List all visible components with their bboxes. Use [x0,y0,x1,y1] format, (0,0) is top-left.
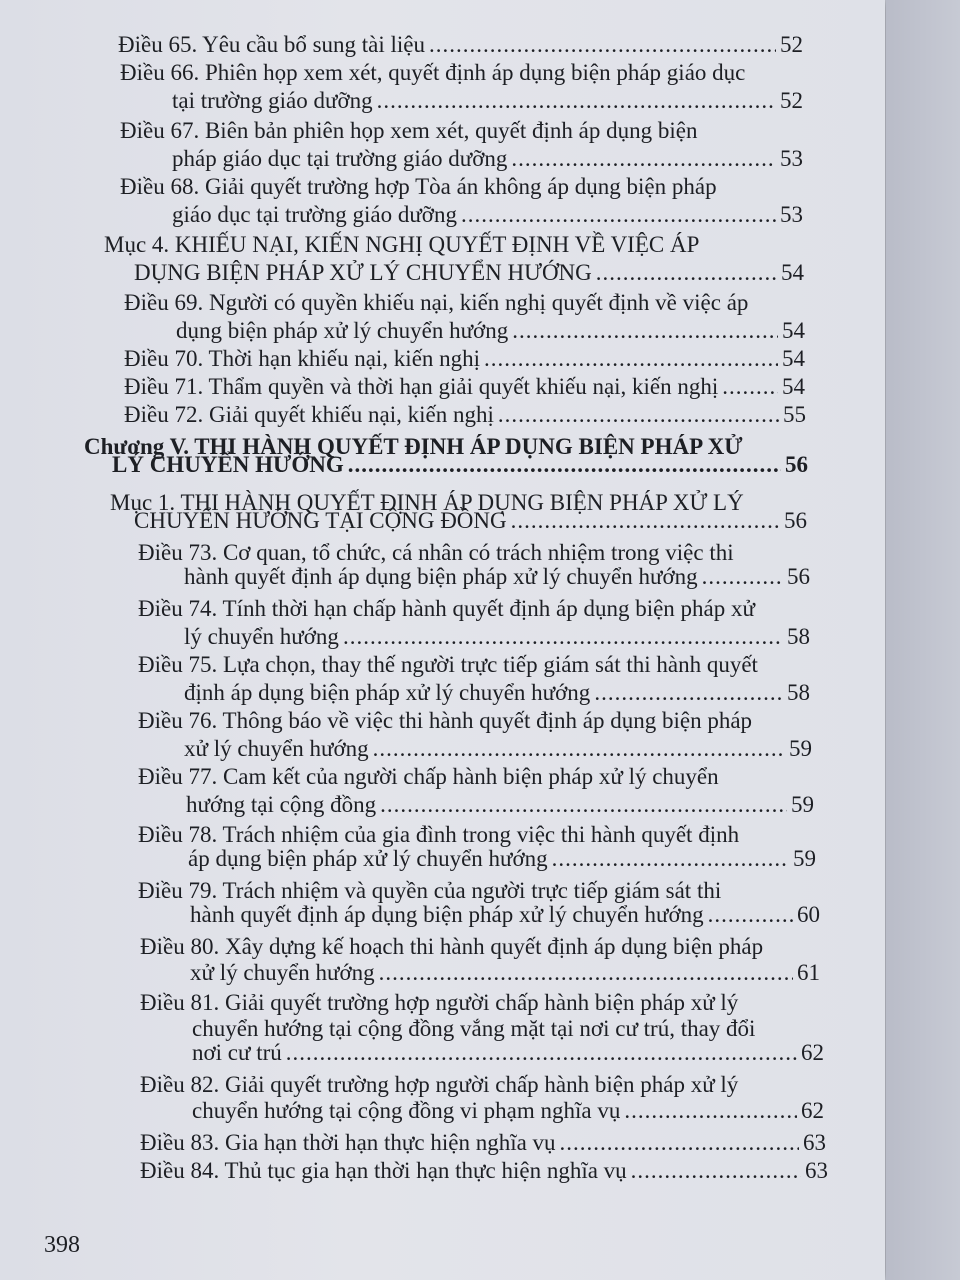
toc-entry: Điều 76. Thông báo về việc thi hành quyết định áp dụng biện pháp [138,708,753,733]
toc-section: Mục 4. KHIẾU NẠI, KIẾN NGHỊ QUYẾT ĐỊNH VỀ VIỆC ÁP [104,232,700,257]
facing-page-edge [886,0,960,1280]
toc-entry: hành quyết định áp dụng biện pháp xử lý chuyển hướng ..... 60 [190,902,820,932]
toc-entry: định áp dụng biện pháp xử lý chuyển hướng ..... 58 [184,680,810,710]
toc-entry: chuyển hướng tại cộng đồng vắng mặt tại nơi cư trú, thay đổi [192,1016,756,1041]
toc-entry: Điều 78. Trách nhiệm của gia đình trong việc thi hành quyết định [138,822,740,847]
toc-section: Mục 1. THI HÀNH QUYẾT ĐỊNH ÁP DỤNG BIỆN PHÁP XỬ LÝ [110,490,744,515]
toc-entry: Điều 69. Người có quyền khiếu nại, kiến nghị quyết định về việc áp [124,290,749,315]
toc-entry: Điều 77. Cam kết của người chấp hành biện pháp xử lý chuyển [138,764,719,789]
toc-entry: Điều 71. Thẩm quyền và thời hạn giải quyết khiếu nại, kiến nghị ..... 54 [124,374,805,404]
toc-entry: Điều 75. Lựa chọn, thay thế người trực tiếp giám sát thi hành quyết [138,652,758,677]
toc-entry: Điều 74. Tính thời hạn chấp hành quyết định áp dụng biện pháp xử [138,596,755,621]
toc-chapter: Chương V. THI HÀNH QUYẾT ĐỊNH ÁP DỤNG BIỆN PHÁP XỬ [84,434,743,459]
toc-entry: giáo dục tại trường giáo dưỡng ..... 53 [172,202,803,232]
toc-entry: xử lý chuyển hướng ..... 59 [184,736,812,766]
toc-entry: Điều 84. Thủ tục gia hạn thời hạn thực hiện nghĩa vụ ..... 63 [140,1158,828,1188]
toc-entry: tại trường giáo dưỡng ..... 52 [172,88,803,118]
toc-entry: Điều 82. Giải quyết trường hợp người chấp hành biện pháp xử lý [140,1072,739,1097]
toc-entry: Điều 72. Giải quyết khiếu nại, kiến nghị ..... 55 [124,402,806,432]
toc-entry: áp dụng biện pháp xử lý chuyển hướng ..... 59 [188,846,816,876]
toc-entry: Điều 66. Phiên họp xem xét, quyết định áp dụng biện pháp giáo dục [120,60,746,85]
toc-entry: Điều 73. Cơ quan, tổ chức, cá nhân có trách nhiệm trong việc thi [138,540,734,565]
toc-entry: nơi cư trú ..... 62 [192,1040,824,1070]
toc-entry: Điều 67. Biên bản phiên họp xem xét, quyết định áp dụng biện [120,118,698,143]
page-number: 398 [44,1232,80,1258]
toc-entry: pháp giáo dục tại trường giáo dưỡng ..... 53 [172,146,803,176]
toc-entry: Điều 83. Gia hạn thời hạn thực hiện nghĩa vụ ..... 63 [140,1130,826,1160]
toc-entry: Điều 68. Giải quyết trường hợp Tòa án không áp dụng biện pháp [120,174,717,199]
toc-section: DỤNG BIỆN PHÁP XỬ LÝ CHUYỂN HƯỚNG ..... 54 [134,260,804,290]
toc-chapter: LÝ CHUYỂN HƯỚNG ..... 56 [112,452,808,482]
toc-entry: Điều 79. Trách nhiệm và quyền của người trực tiếp giám sát thi [138,878,722,903]
toc-entry: Điều 70. Thời hạn khiếu nại, kiến nghị ..... 54 [124,346,805,376]
toc-entry: hướng tại cộng đồng ..... 59 [186,792,814,822]
toc-entry: lý chuyển hướng ..... 58 [184,624,810,654]
toc-entry: Điều 80. Xây dựng kế hoạch thi hành quyết định áp dụng biện pháp [140,934,764,959]
toc-entry: chuyển hướng tại cộng đồng vi phạm nghĩa vụ ..... 62 [192,1098,824,1128]
toc-entry: xử lý chuyển hướng ..... 61 [190,960,820,990]
toc-entry: hành quyết định áp dụng biện pháp xử lý chuyển hướng ..... 56 [184,564,810,594]
toc-entry: Điều 81. Giải quyết trường hợp người chấp hành biện pháp xử lý [140,990,739,1015]
toc-section: CHUYỂN HƯỚNG TẠI CỘNG ĐỒNG ..... 56 [134,508,807,538]
toc-entry: dụng biện pháp xử lý chuyển hướng ..... 54 [176,318,805,348]
toc-entry: Điều 65. Yêu cầu bổ sung tài liệu ..... 52 [118,32,803,62]
